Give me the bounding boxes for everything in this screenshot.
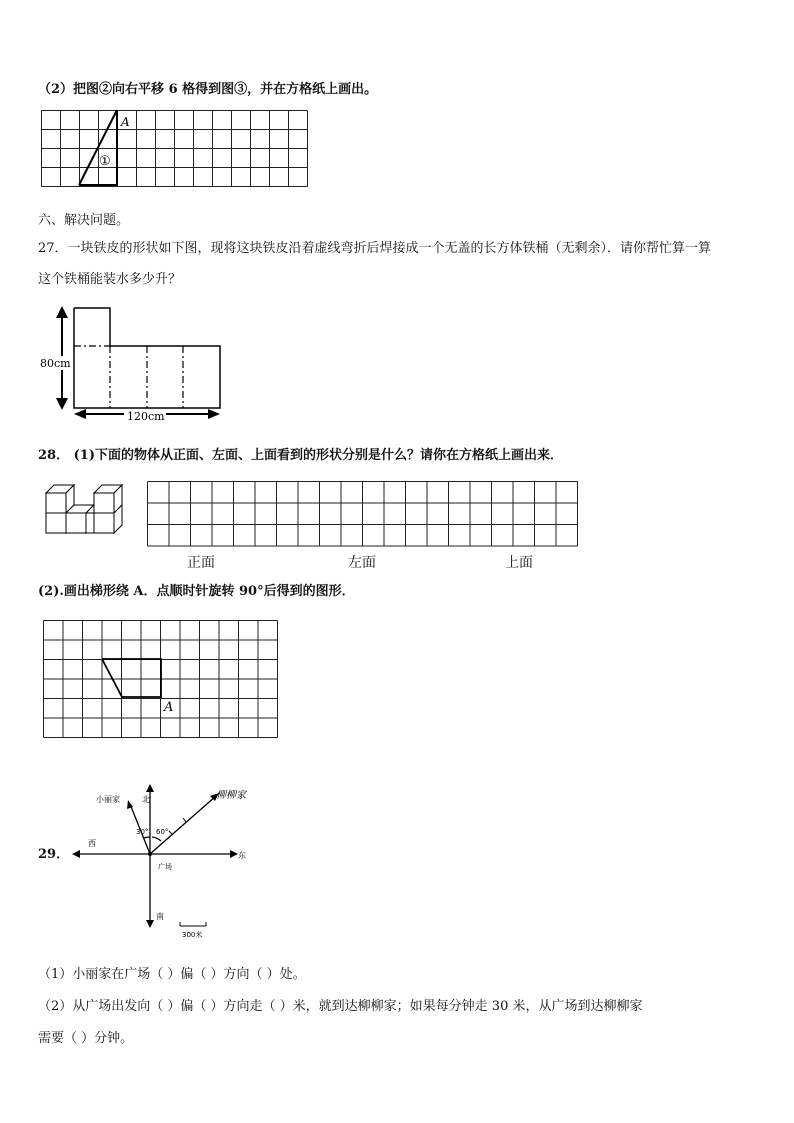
label-liuliu: 柳柳家 — [216, 790, 246, 801]
scale-bar — [180, 922, 206, 926]
width-label: 120cm — [127, 410, 165, 423]
trapezoid-shape — [102, 659, 161, 697]
view-label-top: 上面 — [505, 555, 533, 571]
label-north: 北 — [142, 795, 150, 804]
q28-part1: 28． (1)下面的物体从正面、左面、上面看到的形状分别是什么？请你在方格纸上画出来． — [38, 448, 563, 463]
label-center: 广场 — [158, 863, 172, 871]
arrow-north-icon — [146, 784, 154, 792]
arrow-west-icon — [72, 850, 80, 858]
section-six-title: 六、解决问题。 — [38, 213, 130, 228]
translate-question: （2）把图②向右平移 6 格得到图③，并在方格纸上画出。 — [38, 82, 378, 97]
direction-map — [70, 780, 270, 940]
q27-line1: 27．一块铁皮的形状如下图，现将这块铁皮沿着虚线弯折后焊接成一个无盖的长方体铁桶（无剩余）．请你帮忙算一算 — [38, 241, 712, 256]
label-angle-30: 30° — [136, 828, 149, 836]
translate-shape-label: ① — [99, 154, 111, 169]
arrow-east-icon — [230, 850, 238, 858]
view-label-front: 正面 — [187, 555, 215, 571]
q29-number: 29． — [38, 847, 70, 862]
rotation-point-label: A — [164, 700, 174, 715]
label-south: 南 — [156, 912, 164, 921]
q29-sub2-line1: （2）从广场出发向（ ）偏（ ）方向走（ ）米，就到达柳柳家；如果每分钟走 30 米，从广场到达柳柳家 — [38, 999, 643, 1014]
arrow-south-icon — [146, 920, 154, 928]
label-angle-60: 60° — [156, 828, 169, 836]
q27-net-figure — [36, 306, 236, 426]
q29-sub2-line2: 需要（ ）分钟。 — [38, 1031, 134, 1046]
views-grid — [147, 481, 579, 545]
height-label: 80cm — [40, 357, 71, 370]
q27-line2: 这个铁桶能装水多少升？ — [38, 272, 182, 287]
view-label-left: 左面 — [348, 555, 376, 571]
translate-point-label: A — [121, 115, 130, 129]
arrow-down-icon — [56, 398, 68, 410]
arrow-right-icon — [208, 409, 220, 419]
scale-label: 300米 — [182, 931, 203, 939]
label-east: 东 — [238, 851, 246, 860]
label-west: 西 — [88, 839, 96, 848]
arrow-left-icon — [74, 409, 86, 419]
cube-stack-figure — [44, 483, 126, 539]
line-to-liuliu — [150, 796, 216, 854]
q29-sub1: （1）小丽家在广场（ ）偏（ ）方向（ ）处。 — [38, 967, 306, 982]
label-xiaoli: 小丽家 — [96, 795, 120, 804]
rotation-grid — [43, 620, 279, 736]
q28-part2: (2).画出梯形绕 A．点顺时针旋转 90°后得到的图形． — [38, 584, 355, 599]
translate-grid — [41, 110, 305, 186]
arrow-up-icon — [56, 306, 68, 318]
